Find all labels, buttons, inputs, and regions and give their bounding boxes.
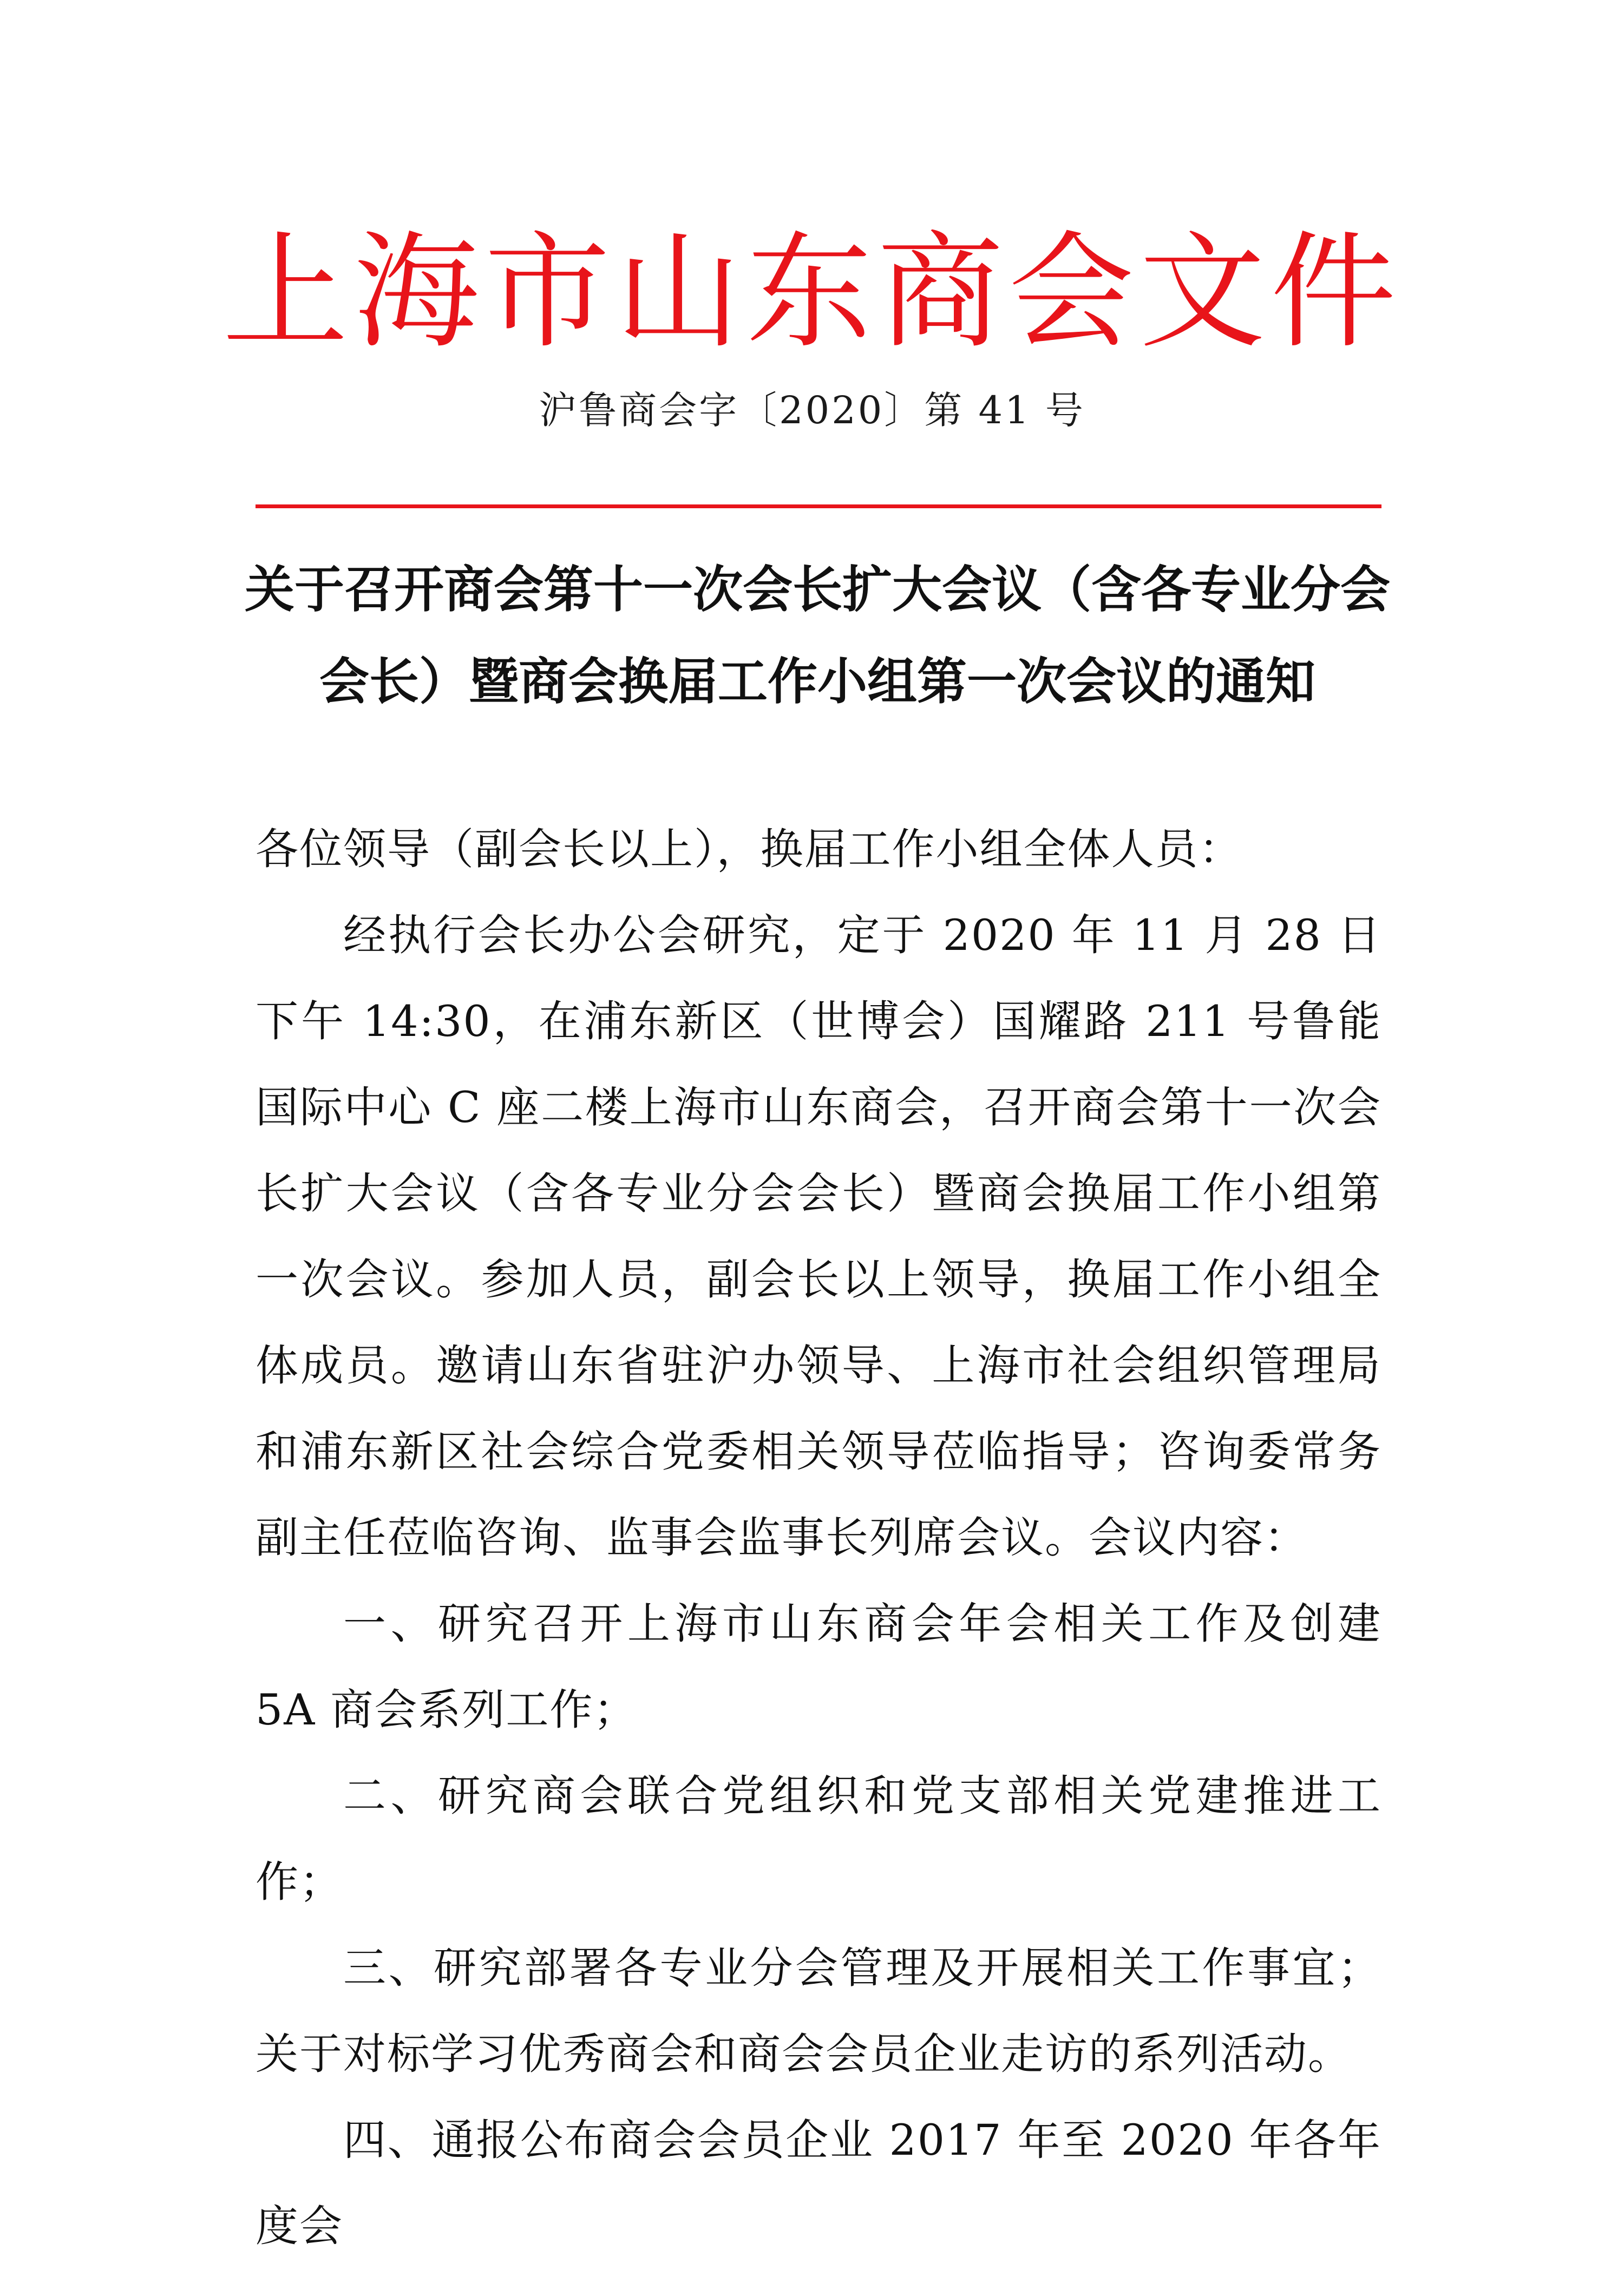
main-paragraph: 经执行会长办公会研究，定于 2020 年 11 月 28 日下午 14:30，在浦东新区（世博会）国耀路 211 号鲁能国际中心 C 座二楼上海市山东商会，召开商会第十一次会长扩大会议（含各专业分会会长）暨商会换届工作小组第一次会议。参加人员，副会长以上领导，换届工作小组全体成员。邀请山东省驻沪办领导、上海市社会组织管理局和浦东新区社会综合党委相关领导莅临指导；咨询委常务副主任莅临咨询、监事会监事长列席会议。会议内容： [256, 910, 1381, 1563]
red-divider-line [256, 504, 1381, 508]
document-number: 沪鲁商会字〔2020〕第 41 号 [539, 388, 1085, 432]
notice-title-line-2: 会长）暨商会换届工作小组第一次会议的通知 [319, 653, 1315, 711]
agenda-item-3: 三、研究部署各专业分会管理及开展相关工作事宜；关于对标学习优秀商会和商会会员企业走访的系列活动。 [256, 1943, 1381, 2079]
notice-body [256, 806, 1381, 2269]
salutation: 各位领导（副会长以上），换届工作小组全体人员： [256, 824, 1243, 874]
notice-title [238, 544, 1397, 728]
agenda-item-1: 一、研究召开上海市山东商会年会相关工作及创建 5A 商会系列工作； [256, 1599, 1381, 1735]
agenda-item-2: 二、研究商会联合党组织和党支部相关党建推进工作； [256, 1771, 1381, 1907]
notice-title-line-1: 关于召开商会第十一次会长扩大会议（含各专业分会 [244, 561, 1390, 619]
org-header-title: 上海市山东商会文件 [222, 219, 1402, 365]
agenda-item-4: 四、通报公布商会会员企业 2017 年至 2020 年各年度会 [256, 2115, 1381, 2251]
